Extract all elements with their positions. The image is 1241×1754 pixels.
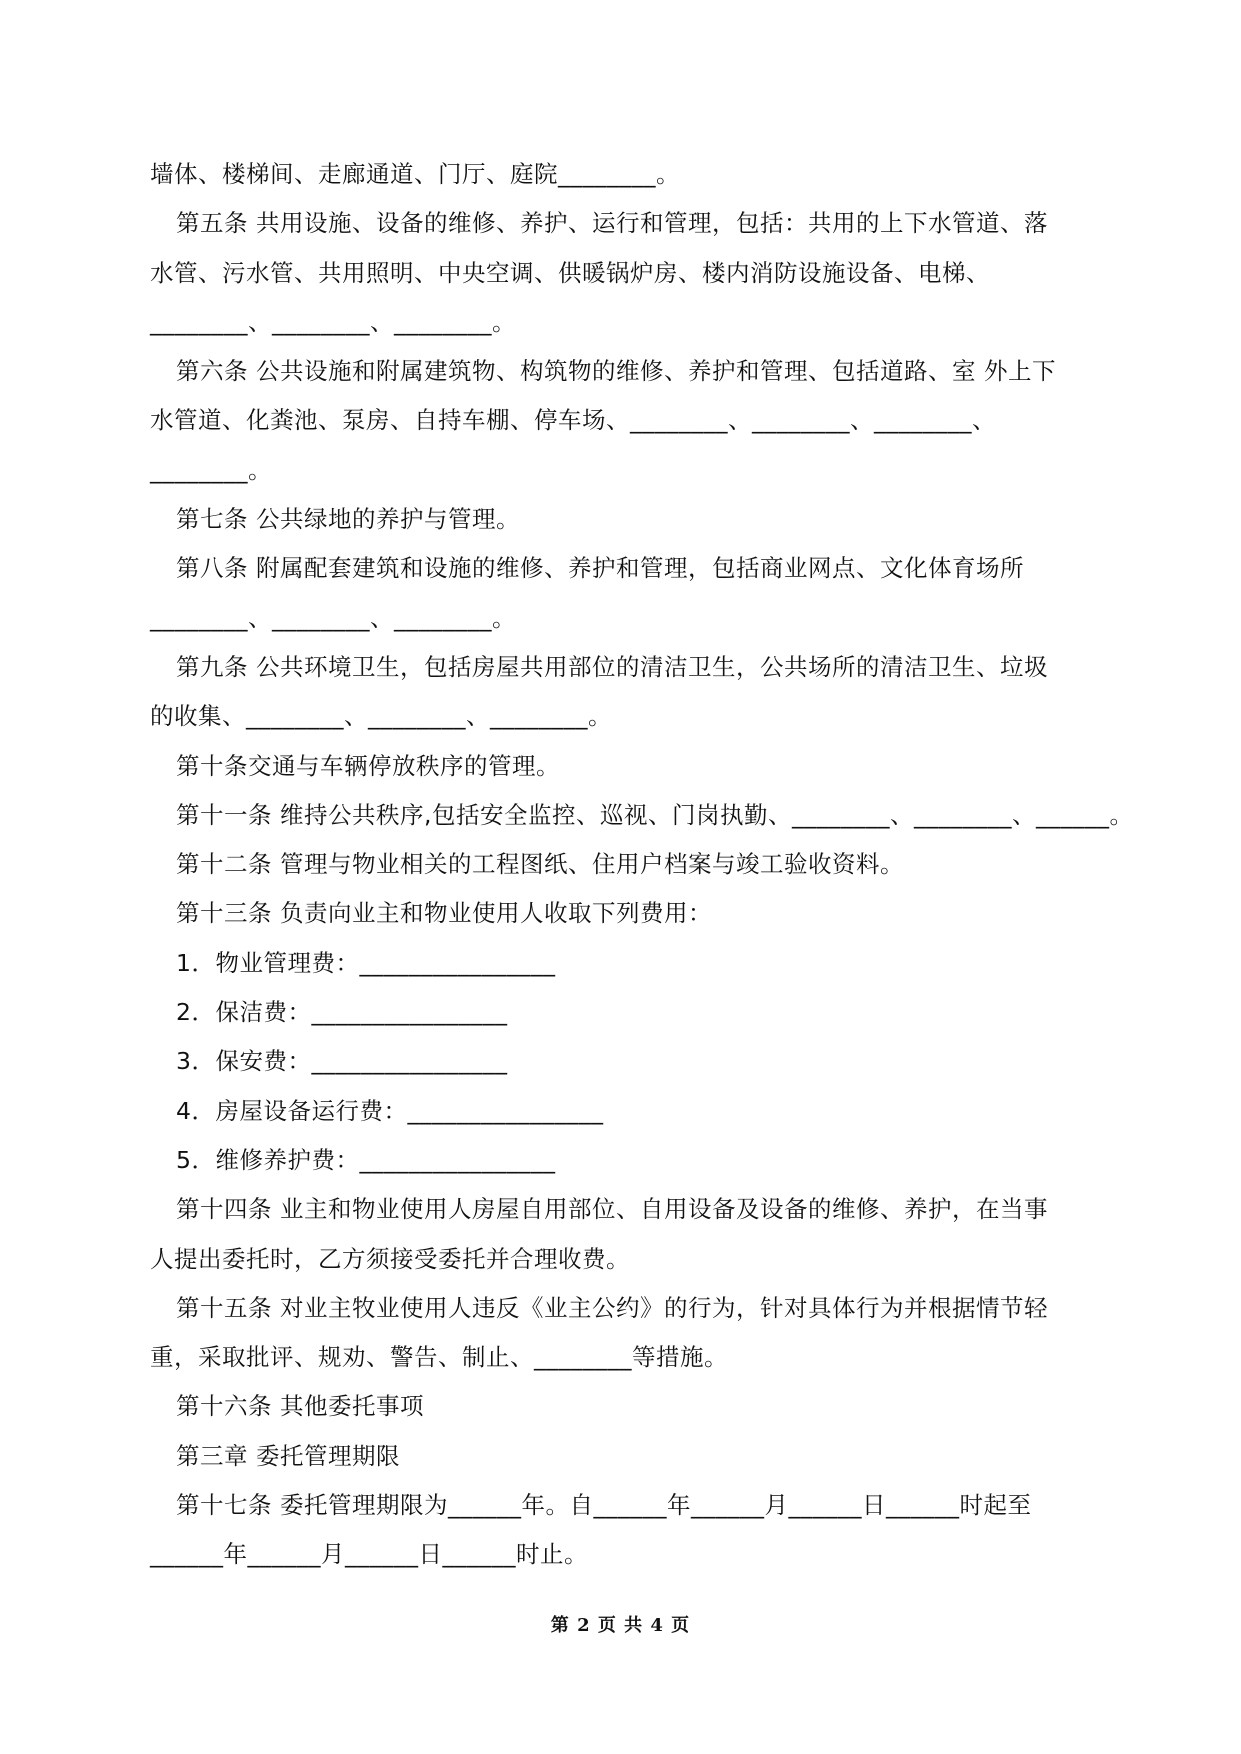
fee-item-2: 2．保洁费：________________ [176,998,508,1027]
article-6-line-3: ________。 [150,455,272,484]
article-13: 第十三条 负责向业主和物业使用人收取下列费用： [176,899,712,928]
article-14-line-1: 第十四条 业主和物业使用人房屋自用部位、自用设备及设备的维修、养护，在当事 [176,1195,1048,1224]
article-9-line-1: 第九条 公共环境卫生，包括房屋共用部位的清洁卫生，公共场所的清洁卫生、垃圾 [176,652,1048,681]
article-7: 第七条 公共绿地的养护与管理。 [176,505,520,534]
text-line: 墙体、楼梯间、走廊通道、门厅、庭院________。 [150,160,680,188]
article-11: 第十一条 维持公共秩序,包括安全监控、巡视、门岗执勤、________、________、______。 [176,800,1134,829]
article-12: 第十二条 管理与物业相关的工程图纸、住用户档案与竣工验收资料。 [176,850,904,879]
fee-item-5: 5．维修养护费：________________ [176,1145,556,1174]
article-15-line-2: 重，采取批评、规劝、警告、制止、________等措施。 [150,1343,728,1372]
article-8-line-1: 第八条 附属配套建筑和设施的维修、养护和管理，包括商业网点、文化体育场所 [176,554,1024,583]
article-8-line-2: ________、________、________。 [150,603,516,632]
chapter-3-heading: 第三章 委托管理期限 [176,1441,400,1470]
article-15-line-1: 第十五条 对业主牧业使用人违反《业主公约》的行为，针对具体行为并根据情节轻 [176,1293,1048,1322]
fee-item-3: 3．保安费：________________ [176,1047,508,1076]
article-16: 第十六条 其他委托事项 [176,1392,424,1421]
article-5-line-3: ________、________、________。 [150,307,516,336]
page-number-footer: 第 2 页 共 4 页 [550,1615,691,1636]
article-10: 第十条交通与车辆停放秩序的管理。 [176,751,560,780]
document-body [150,150,1134,1580]
article-17-line-2: ______年______月______日______时止。 [150,1540,588,1569]
article-17-line-1: 第十七条 委托管理期限为______年。自______年______月______日______时起至 [176,1491,1032,1520]
article-14-line-2: 人提出委托时，乙方须接受委托并合理收费。 [150,1244,630,1273]
article-9-line-2: 的收集、________、________、________。 [150,702,612,731]
article-6-line-2: 水管道、化粪池、泵房、自持车棚、停车场、________、________、________、 [150,406,996,435]
article-5-line-1: 第五条 共用设施、设备的维修、养护、运行和管理，包括：共用的上下水管道、落 [176,209,1048,238]
fee-item-4: 4．房屋设备运行费：________________ [176,1096,604,1125]
article-6-line-1: 第六条 公共设施和附属建筑物、构筑物的维修、养护和管理、包括道路、室 外上下 [176,357,1056,386]
article-5-line-2: 水管、污水管、共用照明、中央空调、供暖锅炉房、楼内消防设施设备、电梯、 [150,258,990,287]
fee-item-1: 1．物业管理费：________________ [176,948,556,977]
